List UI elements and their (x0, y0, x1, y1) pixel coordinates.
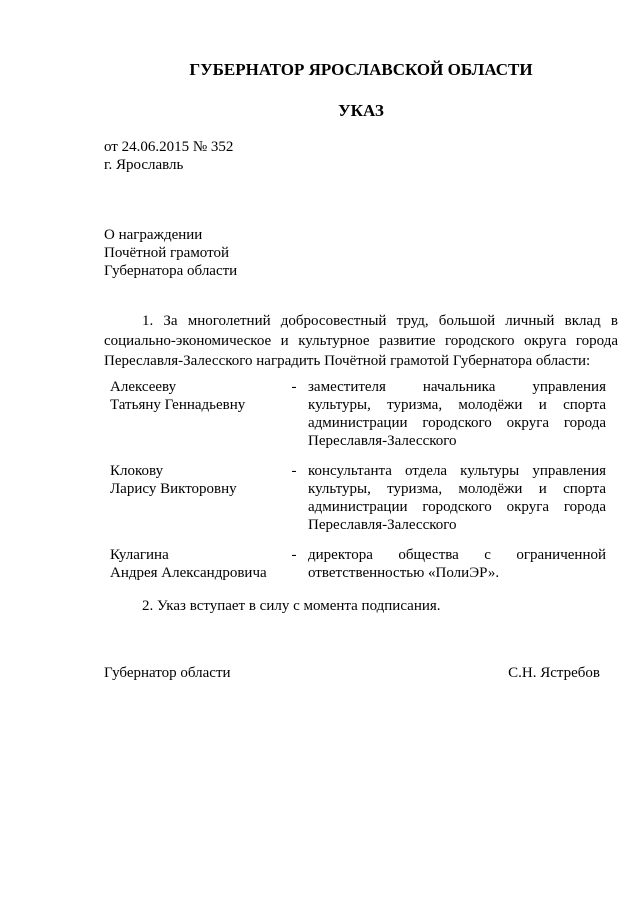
awardee-row (104, 546, 618, 582)
document-subject (104, 226, 237, 280)
awardee-position: консультанта отдела культуры управления культуры, туризма, молодёжи и спорта администрации городского округа города Переславля-Залесского (308, 463, 606, 533)
awardee-name (104, 546, 294, 582)
subject-line: Губернатора области (104, 263, 238, 279)
awardee-given-names: Ларису Викторовну (110, 481, 237, 497)
paragraph-2: 2. Указ вступает в силу с момента подписания. (142, 598, 441, 614)
awardee-row (104, 378, 618, 450)
awardee-surname: Клокову (110, 463, 164, 479)
signatory-name: С.Н. Ястребов (508, 665, 600, 681)
awardee-dash: - (291, 463, 297, 479)
signatory-title: Губернатор области (104, 665, 231, 681)
awardee-dash: - (291, 379, 297, 395)
awardee-name (104, 378, 294, 450)
awardee-position: заместителя начальника управления культуры, туризма, молодёжи и спорта администрации городского округа города Переславля-Залесского (308, 379, 606, 449)
awardee-given-names: Татьяну Геннадьевну (110, 397, 246, 413)
awardee-surname: Алексееву (110, 379, 177, 395)
subject-line: О награждении (104, 227, 203, 243)
date-number: от 24.06.2015 № 352 (104, 139, 234, 155)
subject-line: Почётной грамотой (104, 245, 229, 261)
awardee-given-names: Андрея Александровича (110, 565, 267, 581)
city: г. Ярославль (104, 157, 184, 173)
document-meta (104, 138, 233, 174)
awardees-list (104, 378, 618, 582)
awardee-dash: - (291, 547, 297, 563)
awardee-position: директора общества с ограниченной ответственностью «ПолиЭР». (308, 547, 606, 581)
issuing-authority: ГУБЕРНАТОР ЯРОСЛАВСКОЙ ОБЛАСТИ (189, 60, 533, 79)
paragraph-1: 1. За многолетний добросовестный труд, большой личный вклад в социально-экономическое и культурное развитие городского округа города Переславля-Залесского наградить Почётной грамотой Губернатора области: (104, 313, 618, 369)
document-type: УКАЗ (338, 101, 384, 120)
awardee-surname: Кулагина (110, 547, 169, 563)
signature-block (104, 664, 600, 682)
awardee-row (104, 462, 618, 534)
awardee-name (104, 462, 294, 534)
